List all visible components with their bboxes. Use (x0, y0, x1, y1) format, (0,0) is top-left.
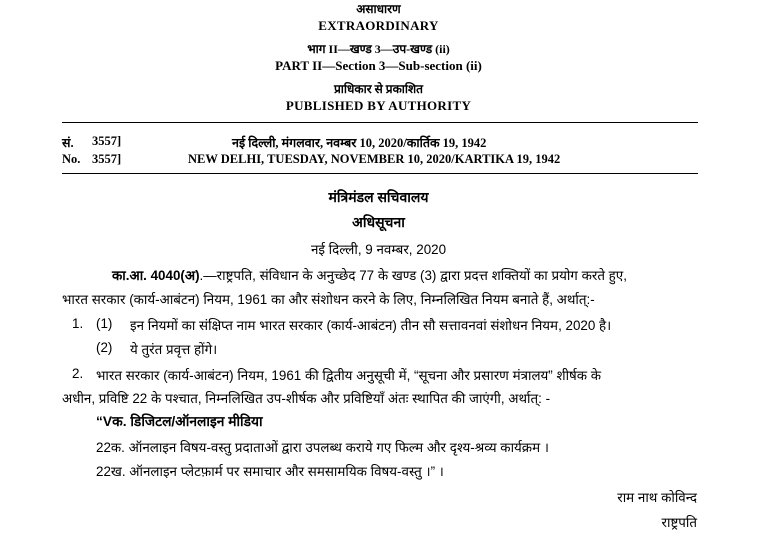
notification-title: अधिसूचना (352, 214, 405, 230)
top-rule (62, 122, 698, 123)
preamble-line-1 (112, 266, 627, 284)
item-1-number: 1. (72, 316, 84, 331)
preamble-text-1: .—राष्ट्रपति, संविधान के अनुच्छेद 77 के खण्ड (3) द्वारा प्रदत्त शक्तियों का प्रयोग करते हुए, (199, 268, 627, 283)
english-authority: PUBLISHED BY AUTHORITY (285, 98, 472, 113)
item-1-sub-2: (2) (96, 340, 113, 355)
preamble-line-2: भारत सरकार (कार्य-आबंटन) नियम, 1961 का और संशोधन करने के लिए, निम्नलिखित नियम बनाते हैं, अर्थात्:- (62, 292, 595, 307)
item-2-line-2: अधीन, प्रविष्टि 22 के पश्चात, निम्नलिखित उप-शीर्षक और प्रविष्टियॉं अंतः स्थापित की जाएंगी, अर्थात्: - (62, 391, 551, 406)
hindi-authority: प्राधिकार से प्रकाशित (333, 82, 424, 96)
item-1-text-1: इन नियमों का संक्षिप्त नाम भारत सरकार (कार्य-आबंटन) तीन सौ सत्तावनवां संशोधन नियम, 2020 है। (130, 318, 612, 333)
item-2-line-1: भारत सरकार (कार्य-आबंटन) नियम, 1961 की द्वितीय अनुसूची में, “सूचना और प्रसारण मंत्रालय” शीर्षक के (96, 368, 602, 383)
entry-22a: 22क. ऑनलाइन विषय-वस्तु प्रदाताओं द्वारा उपलब्ध कराये गए फिल्म और दृश्य-श्रव्य कार्यक्रम । (96, 440, 549, 455)
item-2-number: 2. (72, 366, 84, 381)
order-number: का.आ. 4040(अ) (112, 268, 200, 283)
entry-22b: 22ख. ऑनलाइन प्लेटफ़ार्म पर समाचार और समसामयिक विषय-वस्तु ।” । (96, 464, 444, 479)
english-status: EXTRAORDINARY (318, 18, 439, 33)
english-issue-date: NEW DELHI, TUESDAY, NOVEMBER 10, 2020/KARTIKA 19, 1942 (188, 152, 561, 166)
hindi-status: असाधारण (356, 2, 401, 16)
signatory-name: राम नाथ कोविन्द (617, 490, 697, 505)
hindi-issue-label: सं. (62, 136, 74, 150)
hindi-issue-number: 3557] (92, 134, 122, 148)
sub-heading: “Vक. डिजिटल/ऑनलाइन मीडिया (96, 414, 263, 429)
bottom-rule (62, 173, 698, 174)
english-issue-number: 3557] (92, 152, 122, 166)
item-1-text-2: ये तुरंत प्रवृत्त होंगे। (130, 342, 218, 357)
signatory-designation: राष्ट्रपति (661, 515, 697, 530)
place-date: नई दिल्ली, 9 नवम्बर, 2020 (310, 242, 447, 257)
hindi-part: भाग II—खण्ड 3—उप-खण्ड (ii) (307, 42, 450, 56)
ministry-name: मंत्रिमंडल सचिवालय (328, 189, 429, 205)
english-issue-label: No. (62, 152, 81, 166)
item-1-sub-1: (1) (96, 316, 113, 331)
english-part: PART II—Section 3—Sub-section (ii) (275, 58, 482, 73)
hindi-issue-date: नई दिल्ली, मंगलवार, नवम्बर 10, 2020/कार्तिक 19, 1942 (232, 136, 487, 150)
